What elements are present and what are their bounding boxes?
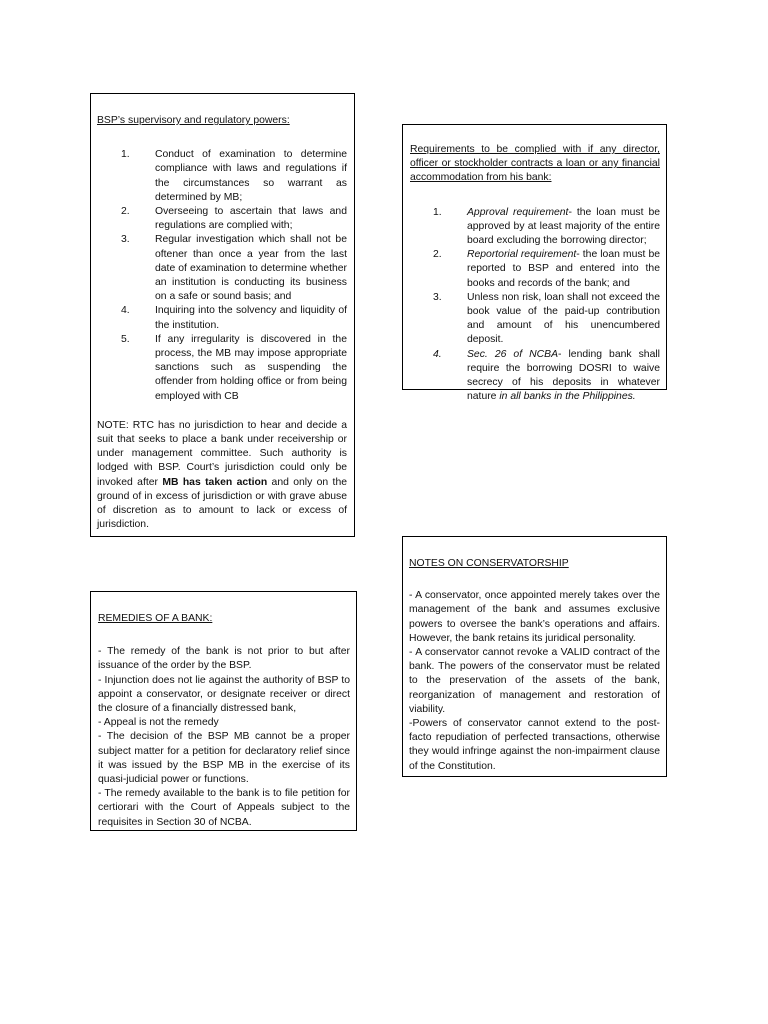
jurisdiction-note bbox=[97, 419, 347, 533]
loan-requirements-title: Requirements to be complied with if any director, officer or stockholder contracts a loan or any financial accommodation from his bank: bbox=[410, 144, 660, 184]
bsp-powers-box bbox=[90, 93, 355, 537]
list-item-text: Inquiring into the solvency and liquidity of the institution. bbox=[155, 305, 347, 331]
note-bold-text: MB has taken action bbox=[162, 476, 268, 488]
remedies-paragraph: - The remedy available to the bank is to file petition for certiorari with the Court of Appeals subject to the requisites in Section 30 of NCBA. bbox=[98, 788, 350, 828]
list-item bbox=[121, 205, 347, 233]
remedies-paragraph: - Injunction does not lie against the authority of BSP to appoint a conservator, or designate receiver or direct the closure of a financially distressed bank, bbox=[98, 674, 350, 715]
remedies-paragraph: - The remedy of the bank is not prior to but after issuance of the order by the BSP. bbox=[98, 646, 350, 672]
list-item-text: If any irregularity is discovered in the process, the MB may impose appropriate sanctions such as suspending the offender from holding office or from being employed with CB bbox=[155, 333, 347, 402]
list-item bbox=[433, 348, 660, 405]
note-text-end: and only on the ground of in excess of jurisdiction or with grave abuse of discretion as to amount to lack or excess of jurisdiction. bbox=[97, 476, 347, 531]
conservatorship-paragraph: - A conservator cannot revoke a VALID contract of the bank. The powers of the conservator must be related to the preservation of the assets of the bank, reorganization of management and restoration of viability. bbox=[409, 647, 660, 715]
list-item-text: Overseeing to ascertain that laws and regulations are complied with; bbox=[155, 206, 347, 232]
list-number: 4. bbox=[121, 305, 130, 317]
remedies-paragraph: - The decision of the BSP MB cannot be a proper subject matter for a petition for declaratory relief since it was issued by the BSP MB in the exercise of its quasi-judicial power or functions. bbox=[98, 731, 350, 786]
list-number: 1. bbox=[433, 206, 442, 218]
list-number: 5. bbox=[121, 333, 130, 345]
list-item-text: - lending bank shall require the borrowing DOSRI to waive secrecy of his deposits in whatever nature bbox=[467, 348, 660, 403]
requirement-tail: in all banks in the Philippines. bbox=[499, 391, 636, 403]
bsp-powers-list bbox=[97, 148, 347, 404]
list-item-text: Unless non risk, loan shall not exceed the book value of the paid-up contribution and amount of his unencumbered deposit. bbox=[467, 291, 660, 346]
list-item-text: Conduct of examination to determine compliance with laws and regulations if the circumstances so warrant as determined by MB; bbox=[155, 149, 347, 203]
list-number: 3. bbox=[121, 234, 130, 246]
conservatorship-paragraph: -Powers of conservator cannot extend to the post-facto repudiation of perfected transactions, otherwise they would infringe against the non-impairment clause of the Constitution. bbox=[409, 718, 660, 772]
list-item-text: - the loan must be reported to BSP and entered into the books and records of the bank; and bbox=[467, 249, 661, 289]
list-item bbox=[433, 248, 660, 291]
list-number: 4. bbox=[433, 348, 442, 360]
list-item bbox=[121, 233, 347, 304]
list-number: 3. bbox=[433, 291, 442, 303]
list-item-text: Regular investigation which shall not be oftener than once a year from the last date of examination to determine whether an institution is conducting its business on a safe or sound basis; and bbox=[155, 234, 347, 303]
remedies-box bbox=[90, 591, 357, 831]
remedies-title: REMEDIES OF A BANK: bbox=[98, 613, 213, 624]
conservatorship-paragraph: - A conservator, once appointed merely takes over the management of the bank and assumes exclusive powers to oversee the bank’s operations and affairs. However, the bank retains its juridical personality. bbox=[409, 590, 660, 644]
list-number: 1. bbox=[121, 149, 130, 161]
loan-requirements-box bbox=[402, 124, 667, 403]
list-item bbox=[121, 304, 347, 332]
requirement-name: Reportorial requirement bbox=[467, 249, 577, 261]
list-number: 2. bbox=[121, 206, 130, 218]
list-number: 2. bbox=[433, 249, 442, 261]
conservatorship-box bbox=[402, 536, 667, 777]
list-item bbox=[433, 291, 660, 348]
loan-requirements-list bbox=[410, 206, 660, 405]
conservatorship-title: NOTES ON CONSERVATORSHIP bbox=[409, 558, 569, 569]
requirement-name: Sec. 26 of NCBA bbox=[467, 348, 558, 360]
list-item bbox=[121, 333, 347, 404]
remedies-paragraph: - Appeal is not the remedy bbox=[98, 717, 219, 729]
requirement-name: Approval requirement bbox=[467, 206, 569, 218]
note-text-start: NOTE: RTC has no jurisdiction to hear and decide a suit that seeks to place a bank under receivership or under management committee. Such authority is lodged with BSP. Court’s jurisdiction could only be invoked after bbox=[97, 419, 347, 488]
bsp-powers-title: BSP’s supervisory and regulatory powers: bbox=[97, 115, 290, 126]
list-item bbox=[121, 148, 347, 205]
list-item bbox=[433, 206, 660, 249]
list-item-text: - the loan must be approved by at least majority of the entire board excluding the borrowing director; bbox=[467, 206, 660, 247]
